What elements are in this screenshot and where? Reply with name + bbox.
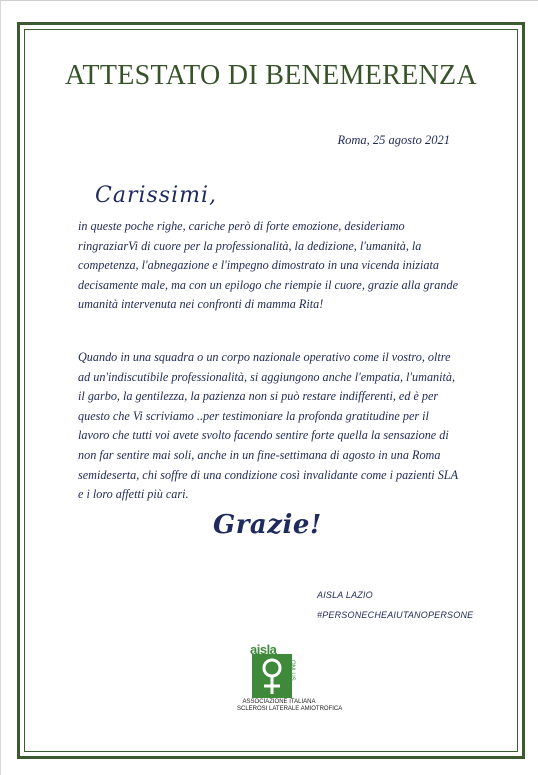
paragraph-2-line: Quando in una squadra o un corpo nazionale operativo come il vostro, oltre (78, 350, 451, 364)
paragraph-1-line: in queste poche righe, cariche però di forte emozione, desideriamo (78, 219, 405, 233)
paragraph-1-line: ringraziarVi di cuore per la professionalità, la dedizione, l'umanità, la (78, 238, 422, 253)
paragraph-1-line: umanità intervenuta nei confronti di mamma Rita! (78, 297, 324, 312)
paragraph-1-line: decisamente male, ma con un epilogo che riempie il cuore, grazie alla grande (78, 277, 458, 292)
signature-hashtag: #PERSONECHEAIUTANOPERSONE (317, 610, 474, 620)
logo-name: aisla (250, 642, 277, 657)
closing-thanks: Grazie! (213, 510, 322, 540)
paragraph-1 (78, 217, 478, 315)
logo-onlus: ONLUS (289, 660, 295, 681)
paragraph-2-line: questo che Vi scriviamo ..per testimoniare la profonda gratitudine per il (78, 408, 429, 423)
paragraph-1-line: competenza, l'abnegazione e l'impegno dimostrato in una vicenda iniziata (78, 258, 439, 273)
paragraph-2-line: non far sentire mai soli, anche in un fine-settimana di agosto in una Roma (78, 447, 441, 462)
paragraph-2-line: ad un'indiscutibile professionalità, si aggiungono anche l'empatia, l'umanità, (78, 369, 456, 384)
paragraph-2-line: il garbo, la gentilezza, la pazienza non si può restare indifferenti, ed è per (78, 389, 439, 404)
logo-subtitle-line-1: ASSOCIAZIONE ITALIANA (242, 699, 316, 705)
aisla-logo (237, 642, 343, 712)
paragraph-2 (78, 348, 478, 505)
signature-organization: AISLA LAZIO (317, 590, 373, 600)
letter-date: Roma, 25 agosto 2021 (337, 133, 450, 147)
paragraph-2-line: e i loro affetti più cari. (78, 487, 189, 502)
paragraph-2-line: semideserta, chi soffre di una condizione così invalidante come i pazienti SLA (78, 467, 459, 482)
certificate-title: ATTESTATO DI BENEMERENZA (65, 60, 477, 91)
salutation: Carissimi, (95, 183, 218, 208)
logo-subtitle-line-2: SCLEROSI LATERALE AMIOTROFICA (237, 706, 343, 712)
paragraph-2-line: lavoro che tutti voi avete svolto facendo sentire forte quella la sensazione di (78, 428, 449, 443)
